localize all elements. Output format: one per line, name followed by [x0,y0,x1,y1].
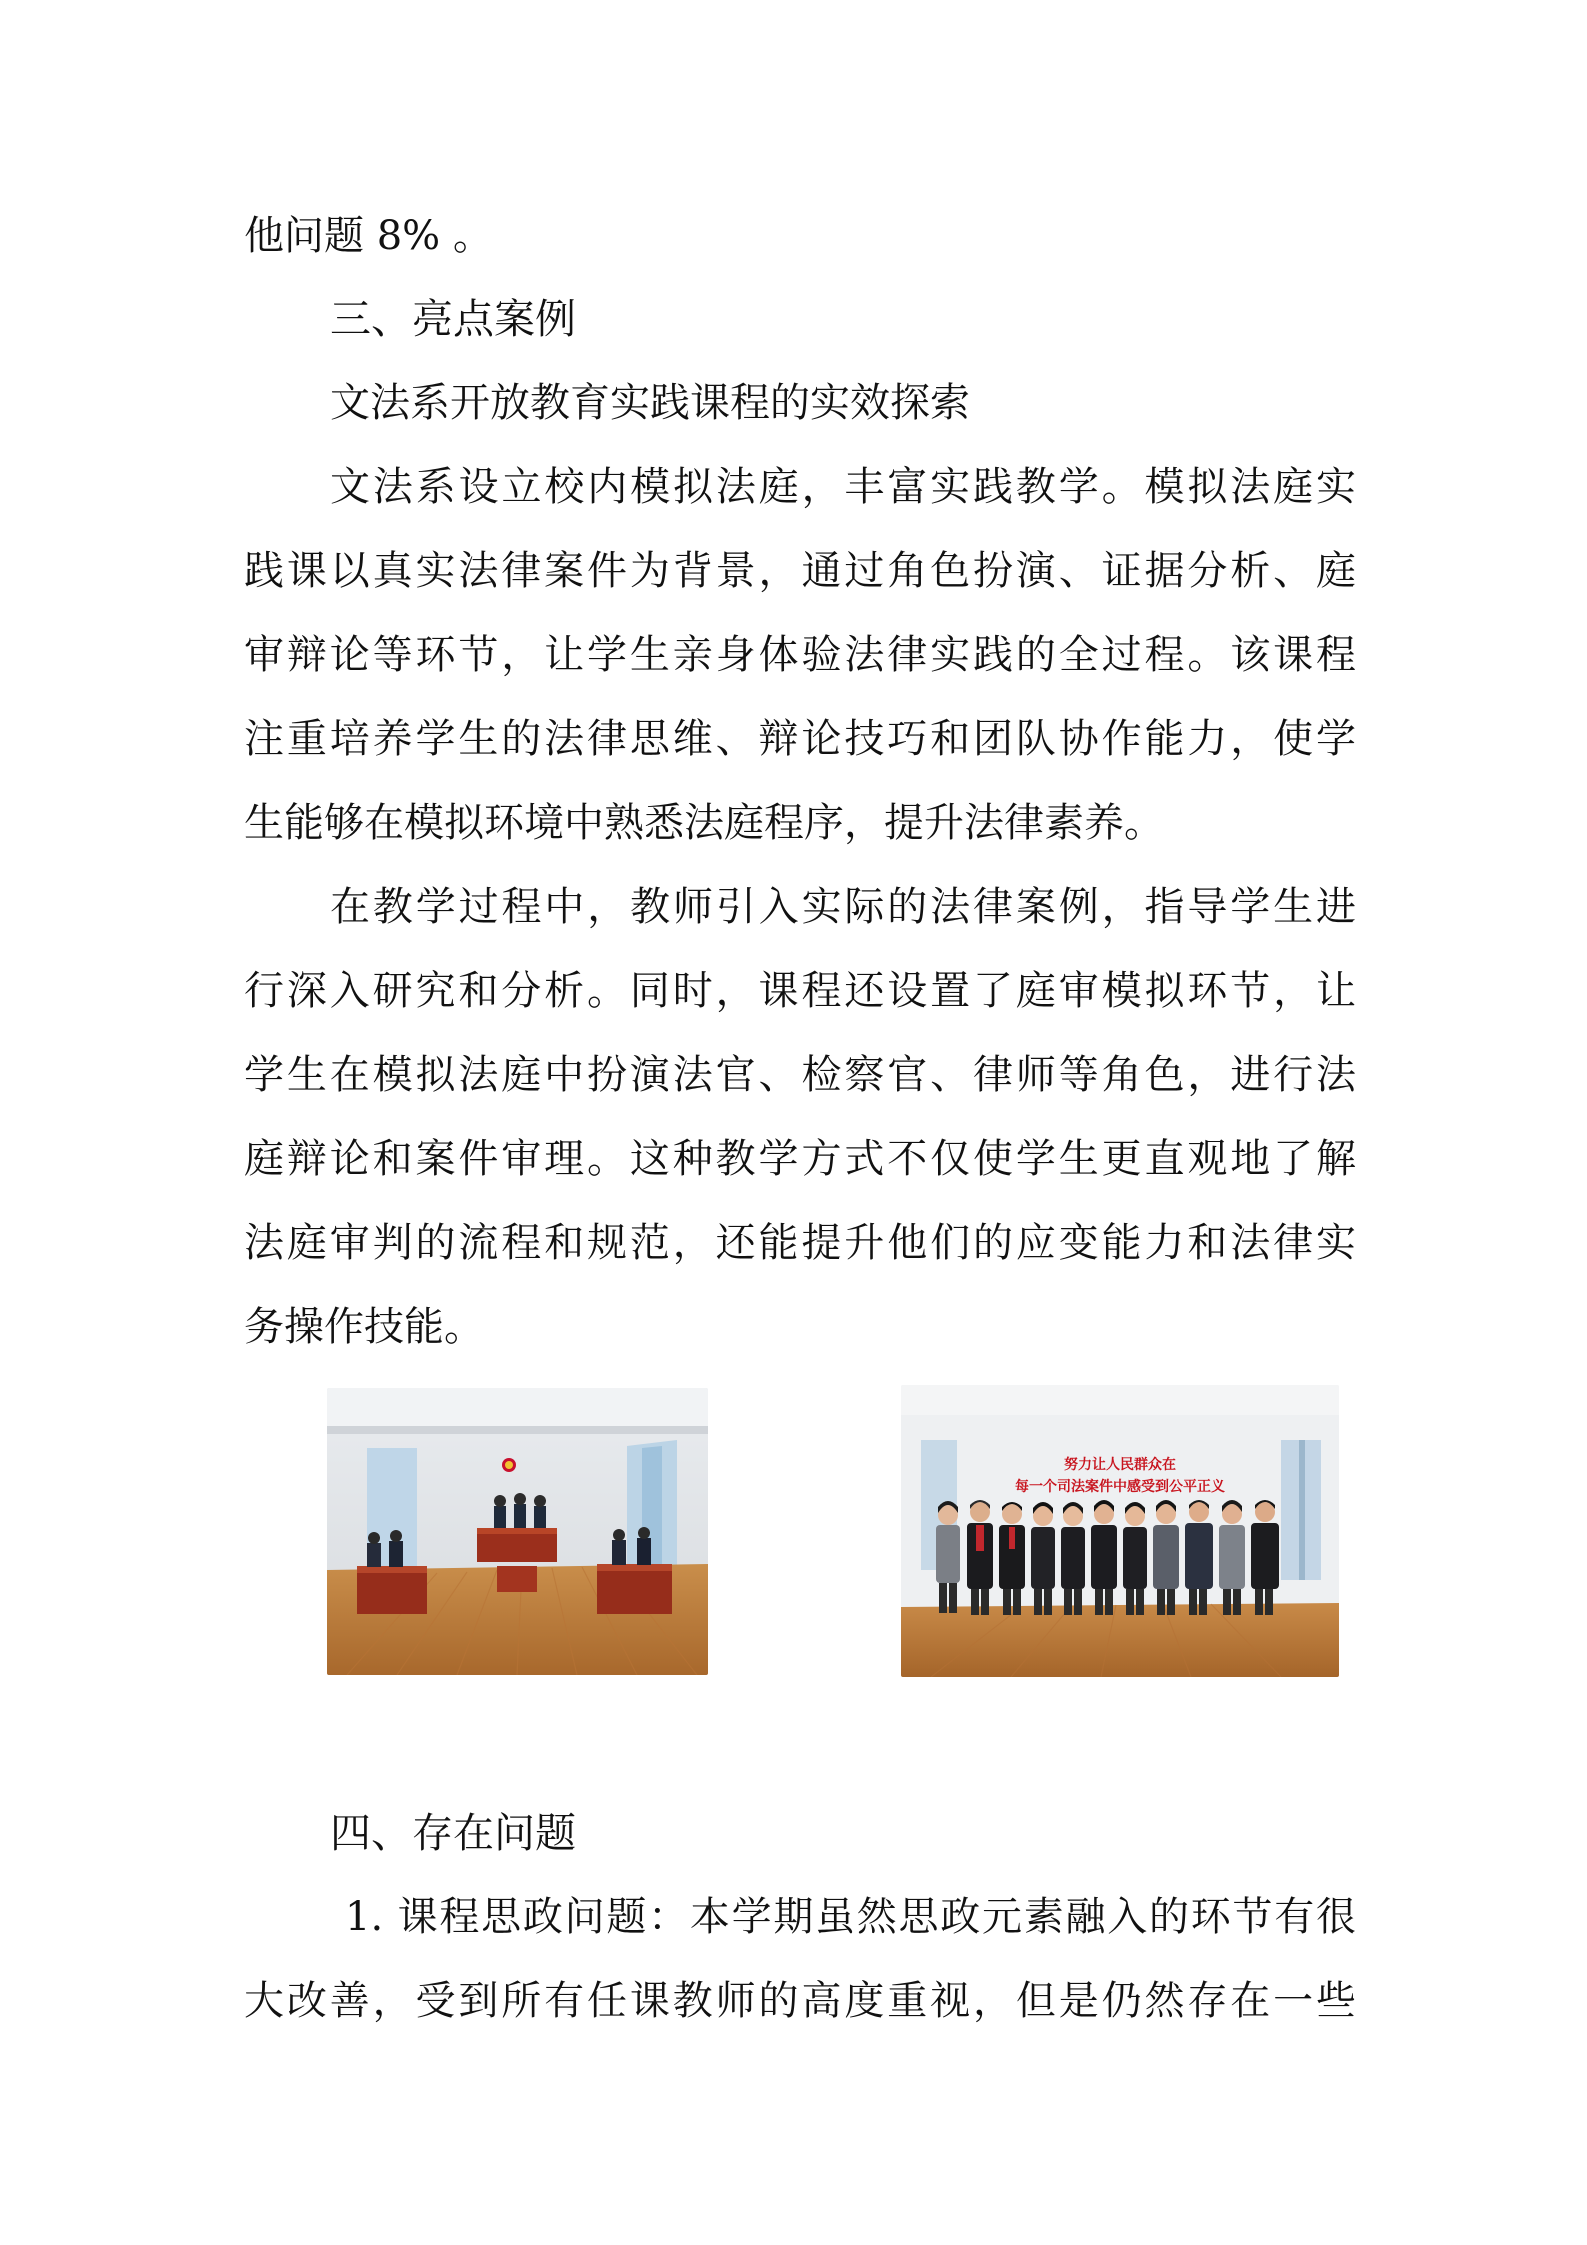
section-heading-existing-problems: 四、存在问题 [330,1809,576,1857]
paragraph-2-line-3: 学生在模拟法庭中扮演法官、检察官、律师等角色，进行法 [244,1052,1356,1098]
banner-line-2: 每一个司法案件中感受到公平正义 [1015,1479,1225,1495]
courtroom-photo [327,1388,708,1675]
paragraph-1-line-4: 注重培养学生的法律思维、辩论技巧和团队协作能力，使学 [244,716,1356,762]
paragraph-2-line-6: 务操作技能。 [244,1304,484,1350]
paragraph-2-line-2: 行深入研究和分析。同时，课程还设置了庭审模拟环节，让 [244,968,1356,1014]
paragraph-2-line-5: 法庭审判的流程和规范，还能提升他们的应变能力和法律实 [244,1220,1356,1266]
banner-line-1: 努力让人民群众在 [1064,1457,1176,1473]
case-subheading: 文法系开放教育实践课程的实效探索 [330,380,970,426]
paragraph-3-line-2: 大改善，受到所有任课教师的高度重视，但是仍然存在一些 [244,1978,1356,2024]
paragraph-2-line-1: 在教学过程中，教师引入实际的法律案例，指导学生进 [330,884,1356,930]
text-line-continuation: 他问题 8% 。 [244,213,493,259]
group-photo [901,1385,1339,1677]
paragraph-1-line-5: 生能够在模拟环境中熟悉法庭程序，提升法律素养。 [244,800,1164,846]
paragraph-1-line-2: 践课以真实法律案件为背景，通过角色扮演、证据分析、庭 [244,548,1356,594]
section-heading-highlight-cases: 三、亮点案例 [330,295,576,343]
paragraph-1-line-3: 审辩论等环节，让学生亲身体验法律实践的全过程。该课程 [244,632,1356,678]
paragraph-2-line-4: 庭辩论和案件审理。这种教学方式不仅使学生更直观地了解 [244,1136,1356,1182]
paragraph-3-line-1: 1. 课程思政问题：本学期虽然思政元素融入的环节有很 [345,1894,1356,1940]
paragraph-1-line-1: 文法系设立校内模拟法庭，丰富实践教学。模拟法庭实 [330,464,1356,510]
